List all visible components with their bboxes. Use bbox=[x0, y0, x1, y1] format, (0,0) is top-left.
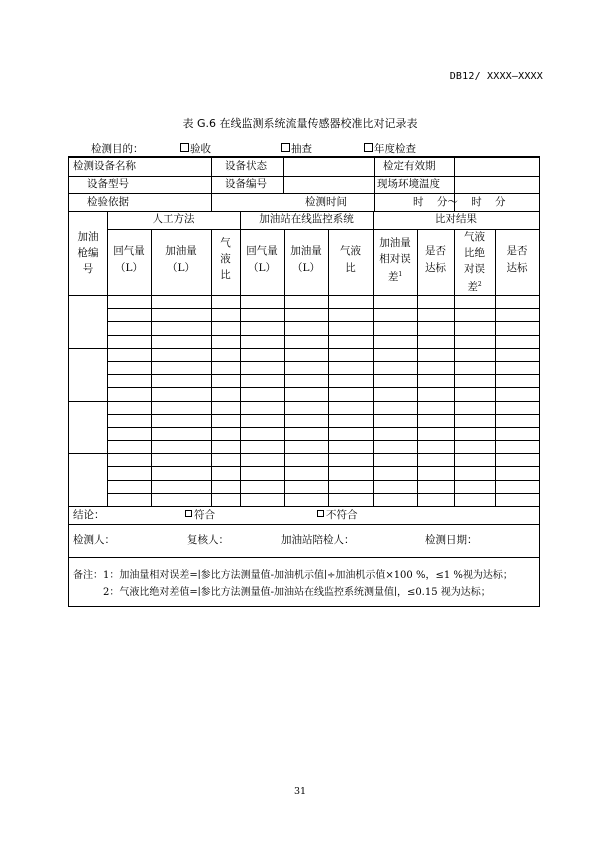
table-row bbox=[107, 308, 539, 309]
table-row bbox=[107, 427, 539, 428]
col-manual-gas: 回气量 （L） bbox=[113, 245, 145, 274]
checkbox-icon[interactable] bbox=[364, 143, 373, 152]
time-format: 时 分～ 时 分 bbox=[413, 196, 506, 208]
table-row bbox=[107, 466, 539, 467]
record-table bbox=[68, 156, 540, 607]
table-row bbox=[107, 335, 539, 336]
device-model-label: 设备型号 bbox=[87, 178, 129, 190]
table-row bbox=[107, 387, 539, 388]
purpose-row bbox=[68, 139, 540, 157]
group-manual: 人工方法 bbox=[152, 213, 195, 225]
group-separator bbox=[69, 401, 539, 402]
checkbox-icon[interactable] bbox=[281, 143, 290, 152]
note-2: 2：气液比绝对差值=∣参比方法测量值-加油站在线监控系统测量值∣，≤0.15 视为达标； bbox=[103, 587, 491, 598]
note-1: 备注：1：加油量相对误差=∣参比方法测量值-加油机示值∣÷加油机示值×100 %，≤1 %视为达标； bbox=[73, 570, 513, 581]
table-row bbox=[107, 493, 539, 494]
basis-label: 检验依据 bbox=[87, 196, 129, 208]
device-name-label: 检测设备名称 bbox=[73, 160, 136, 172]
reviewer-label: 复核人： bbox=[187, 534, 229, 546]
test-time-label: 检测时间 bbox=[305, 196, 347, 208]
station-escort-label: 加油站陪检人： bbox=[281, 534, 355, 546]
tester-label: 检测人： bbox=[73, 534, 115, 546]
col-pass-1: 是否 达标 bbox=[425, 245, 446, 274]
option-conform[interactable]: 符合 bbox=[185, 507, 215, 523]
col-manual-fuel: 加油量 （L） bbox=[165, 245, 197, 274]
checkbox-icon[interactable] bbox=[185, 510, 192, 517]
col-online-gas: 回气量 （L） bbox=[246, 245, 278, 274]
checkbox-icon[interactable] bbox=[317, 510, 324, 517]
col-relative-error: 加油量 相对误 差$^1$ bbox=[379, 237, 411, 283]
page-number: 31 bbox=[293, 786, 307, 797]
group-compare: 比对结果 bbox=[435, 213, 477, 225]
table-row bbox=[107, 361, 539, 362]
group-online: 加油站在线监控系统 bbox=[259, 213, 354, 225]
col-online-ratio: 气液 比 bbox=[340, 245, 361, 274]
option-spot-check[interactable]: 抽查 bbox=[281, 141, 312, 156]
table-row bbox=[107, 374, 539, 375]
table-row bbox=[107, 321, 539, 322]
table-title: 表 G.6 在线监测系统流量传感器校准比对记录表 bbox=[182, 117, 418, 130]
group-separator bbox=[69, 348, 539, 349]
option-acceptance[interactable]: 验收 bbox=[180, 141, 211, 156]
group-separator bbox=[69, 453, 539, 454]
col-absolute-error: 气液 比绝 对误 差$^2$ bbox=[464, 231, 485, 293]
option-nonconform[interactable]: 不符合 bbox=[317, 507, 358, 523]
checkbox-icon[interactable] bbox=[180, 143, 189, 152]
table-row bbox=[107, 414, 539, 415]
col-online-fuel: 加油量 （L） bbox=[290, 245, 322, 274]
table-row bbox=[107, 440, 539, 441]
valid-period-label: 检定有效期 bbox=[383, 160, 436, 172]
device-status-label: 设备状态 bbox=[225, 160, 267, 172]
env-temp-label: 现场环境温度 bbox=[377, 178, 440, 190]
conclusion-label: 结论： bbox=[73, 509, 105, 521]
device-number-label: 设备编号 bbox=[225, 178, 267, 190]
col-gun-number: 加油 枪编 号 bbox=[77, 231, 99, 275]
purpose-label: 检测目的： bbox=[91, 143, 144, 155]
table-row bbox=[107, 480, 539, 481]
option-annual-check[interactable]: 年度检查 bbox=[364, 141, 416, 156]
test-date-label: 检测日期： bbox=[425, 534, 478, 546]
document-code: DB12/ XXXX—XXXX bbox=[449, 71, 543, 82]
col-manual-ratio: 气 液 比 bbox=[220, 237, 231, 281]
col-pass-2: 是否 达标 bbox=[506, 245, 528, 274]
